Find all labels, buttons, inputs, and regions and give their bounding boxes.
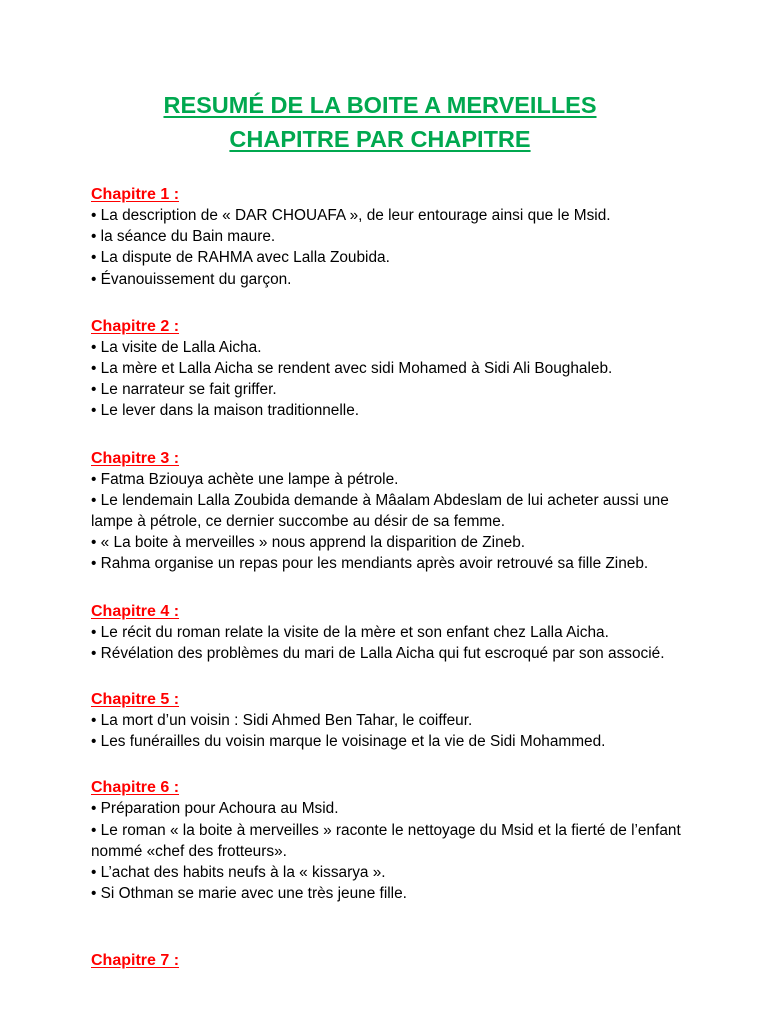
list-item-text: Évanouissement du garçon. [100, 270, 292, 288]
list-item [91, 226, 691, 247]
chapter-section [91, 601, 691, 664]
document-title [91, 88, 669, 156]
chapter-list [91, 184, 691, 971]
list-item [91, 820, 691, 862]
list-item-text: La mère et Lalla Aicha se rendent avec sidi Mohamed à Sidi Ali Boughaleb. [100, 360, 613, 378]
bullet-icon: • [91, 470, 97, 488]
list-item-text: La mort d’un voisin : Sidi Ahmed Ben Tahar, le coiffeur. [100, 712, 473, 730]
chapter-item-list [91, 798, 691, 904]
chapter-section [91, 689, 691, 752]
bullet-icon: • [91, 207, 97, 224]
bullet-icon: • [91, 338, 97, 356]
list-item [91, 710, 691, 731]
list-item-text: L’achat des habits neufs à la « kissarya ». [100, 864, 386, 882]
list-item [91, 205, 691, 226]
list-item-text: Les funérailles du voisin marque le voisinage et la vie de Sidi Mohammed. [100, 733, 606, 751]
chapter-section [91, 950, 691, 971]
bullet-icon: • [91, 381, 97, 399]
bullet-icon: • [91, 644, 97, 662]
list-item [91, 862, 691, 883]
list-item-text: Révélation des problèmes du mari de Lalla Aicha qui fut escroqué par son associé. [100, 644, 665, 662]
chapter-heading: Chapitre 3 : [91, 449, 180, 467]
list-item-text: Le narrateur se fait griffer. [100, 381, 277, 399]
bullet-icon: • [91, 712, 97, 730]
bullet-icon: • [91, 249, 97, 267]
list-item-text: Le récit du roman relate la visite de la mère et son enfant chez Lalla Aicha. [100, 623, 609, 641]
bullet-icon: • [91, 885, 97, 903]
chapter-heading: Chapitre 1 : [91, 186, 180, 203]
list-item-text: La description de « DAR CHOUAFA », de leur entourage ainsi que le Msid. [100, 207, 611, 224]
chapter-heading: Chapitre 2 : [91, 317, 180, 335]
list-item [91, 379, 691, 400]
list-item-text: « La boite à merveilles » nous apprend la disparition de Zineb. [100, 534, 526, 552]
list-item [91, 731, 691, 752]
list-item-text: Le roman « la boite à merveilles » raconte le nettoyage du Msid et la fierté de l’enfant nommé «chef des frotteurs». [91, 821, 681, 860]
bullet-icon: • [91, 733, 97, 751]
list-item [91, 532, 691, 553]
list-item [91, 358, 691, 379]
chapter-item-list [91, 622, 691, 664]
bullet-icon: • [91, 864, 97, 882]
bullet-icon: • [91, 623, 97, 641]
title-line-2: CHAPITRE PAR CHAPITRE [229, 126, 531, 152]
bullet-icon: • [91, 821, 97, 839]
chapter-section [91, 448, 691, 575]
list-item-text: Le lendemain Lalla Zoubida demande à Mâalam Abdeslam de lui acheter aussi une lampe à pétrole, ce dernier succombe au désir de sa femme. [91, 491, 669, 531]
chapter-heading: Chapitre 4 : [91, 602, 180, 620]
list-item [91, 643, 691, 664]
list-item [91, 400, 691, 421]
list-item-text: La dispute de RAHMA avec Lalla Zoubida. [100, 249, 390, 267]
chapter-item-list [91, 710, 691, 752]
list-item-text: La visite de Lalla Aicha. [100, 338, 262, 356]
chapter-heading: Chapitre 5 : [91, 691, 180, 709]
list-item [91, 469, 691, 490]
bullet-icon: • [91, 270, 97, 288]
chapter-section [91, 184, 691, 290]
chapter-section [91, 777, 691, 904]
list-item [91, 269, 691, 290]
list-item-text: la séance du Bain maure. [100, 228, 276, 246]
list-item [91, 490, 691, 532]
bullet-icon: • [91, 800, 97, 818]
list-item [91, 337, 691, 358]
chapter-heading: Chapitre 6 : [91, 779, 180, 797]
bullet-icon: • [91, 534, 97, 552]
bullet-icon: • [91, 491, 97, 509]
list-item-text: Fatma Bziouya achète une lampe à pétrole. [100, 470, 399, 488]
list-item [91, 247, 691, 268]
list-item [91, 622, 691, 643]
list-item-text: Rahma organise un repas pour les mendiants après avoir retrouvé sa fille Zineb. [100, 555, 649, 573]
chapter-section [91, 316, 691, 422]
title-line-1: RESUMÉ DE LA BOITE A MERVEILLES [163, 92, 597, 118]
list-item-text: Si Othman se marie avec une très jeune fille. [100, 885, 407, 903]
list-item-text: Le lever dans la maison traditionnelle. [100, 402, 360, 420]
chapter-item-list [91, 469, 691, 575]
chapter-heading: Chapitre 7 : [91, 952, 180, 970]
bullet-icon: • [91, 228, 97, 246]
chapter-item-list [91, 205, 691, 290]
bullet-icon: • [91, 360, 97, 378]
list-item [91, 798, 691, 819]
list-item [91, 883, 691, 904]
chapter-item-list [91, 337, 691, 422]
list-item [91, 553, 691, 574]
list-item-text: Préparation pour Achoura au Msid. [100, 800, 339, 818]
document-page [91, 88, 691, 971]
bullet-icon: • [91, 402, 97, 420]
bullet-icon: • [91, 555, 97, 573]
